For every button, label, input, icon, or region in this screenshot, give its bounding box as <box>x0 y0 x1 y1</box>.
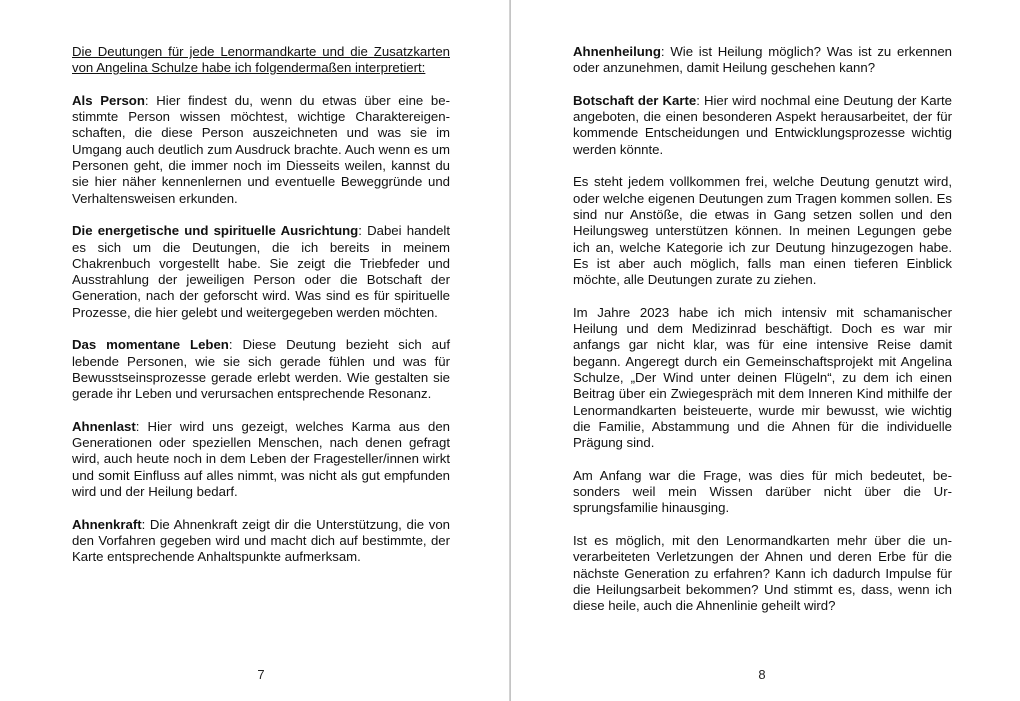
section-text: : Hier findest du, wenn du etwas über eine bestimmte Person wissen möchtest, wichtige Charaktereigenschaften, die diese Person auszeichneten und was sie im Umgang auch deutlich zum Ausdruck brachte. Auch wenn es um Personen geht, die immer noch im Diesseits weilen, kannst du sie hier näher kennenlernen und eventuelle Beweggründe und Verhaltensweisen erkunden. <box>72 92 450 206</box>
section-als-person <box>72 93 450 207</box>
section-text: : Die Ahnenkraft zeigt dir die Unterstützung, die von den Vorfahren gegeben wird und macht dich auf bestimmte, der Karte entsprechende Anhaltspunkte aufmerksam. <box>72 516 450 565</box>
section-term: Botschaft der Karte <box>573 92 697 108</box>
body-paragraph: Es steht jedem vollkommen frei, welche Deutung genutzt wird, oder welche eigenen Deutungen zum Tragen kommen sollen. Es sind nur Anstöße, die etwas in Gang setzen sollen und den Heilungsweg unterstützen können. In meinen Legungen gebe ich an, welche Kategorie ich zur Deutung hinzugezogen habe. Es ist aber auch möglich, falls man einen tieferen Einblick möchte, alle Deutungen zurate zu ziehen. <box>573 174 952 288</box>
body-paragraph: Im Jahre 2023 habe ich mich intensiv mit schamanischer Heilung und dem Medizinrad beschäftigt. Doch es war mir anfangs gar nicht klar, was für eine intensive Reise damit begann. Angeregt durch ein Gemeinschaftsprojekt mit Angelina Schulze, „Der Wind unter deinen Flügeln“, zu dem ich einen Beitrag über ein Zwiegespräch mit dem Inneren Kind mithilfe der Lenormandkarten beisteuerte, wurde mir bewusst, wie wichtig die Familie, Abstammung und die Ahnen für die individuelle Prägung sind. <box>573 304 952 451</box>
section-term: Ahnenlast <box>72 418 136 434</box>
left-page-content <box>72 44 450 582</box>
right-page-content <box>573 44 952 631</box>
section-energetische-ausrichtung <box>72 223 450 321</box>
section-text: : Hier wird uns gezeigt, welches Karma aus den Generationen oder speziellen Menschen, nach denen gefragt wird, auch heute noch in dem Leben der Fragesteller/innen wirkt und somit Einfluss auf alles nimmt, was nicht als gut empfunden wird und der Heilung bedarf. <box>72 418 450 500</box>
section-text: : Diese Deutung bezieht sich auf lebende Personen, wie sie sich gerade fühlen und was für Bewusstseinsprozesse gerade erlebt werden. Wie gestalten sie gerade ihr Leben und verursachen entsprechende Resonanz. <box>72 337 450 402</box>
section-text: : Hier wird nochmal eine Deutung der Karte angeboten, die einen besonderen Aspekt herausarbeitet, der für kommende Entscheidungen und Entwicklungsprozesse wichtig werden könnte. <box>573 92 952 157</box>
section-term: Die energetische und spirituelle Ausrichtung <box>72 223 359 239</box>
section-ahnenlast <box>72 419 450 500</box>
section-term: Das momentane Leben <box>72 337 229 353</box>
section-text: : Dabei handelt es sich um die Deutungen, die ich bereits in meinem Chakrenbuch vorgestellt habe. Sie zeigt die Triebfeder und Ausstrahlung der jeweiligen Person oder die Botschaft der Generation, nach der geforscht wird. Was sind es für spirituelle Prozesse, die hier gelebt und weitergegeben werden möchten. <box>72 223 450 320</box>
section-term: Ahnenheilung <box>573 44 661 59</box>
body-paragraph: Ist es möglich, mit den Lenormandkarten mehr über die unverarbeiteten Verletzungen der Ahnen und deren Erbe für die nächste Generation zu erfahren? Kann ich dadurch Impulse für die Heilungsarbeit bekommen? Und stimmt es, dass, wenn ich diese heile, auch die Ahnenlinie geheilt wird? <box>573 532 952 614</box>
section-ahnenheilung <box>573 44 952 77</box>
section-term: Ahnenkraft <box>72 516 142 532</box>
section-ahnenkraft <box>72 517 450 566</box>
page-number-right: 8 <box>758 667 766 682</box>
left-page <box>0 0 509 701</box>
right-page <box>511 0 1020 701</box>
section-term: Als Person <box>72 92 145 108</box>
section-momentane-leben <box>72 337 450 402</box>
section-botschaft-der-karte <box>573 93 952 158</box>
body-paragraph: Am Anfang war die Frage, was dies für mich bedeutet, besonders weil mein Wissen darüber nicht über die Ursprungsfamilie hinausging. <box>573 467 952 516</box>
intro-paragraph: Die Deutungen für jede Lenormandkarte und die Zusatzkarten von Angelina Schulze habe ich folgendermaßen interpretiert: <box>72 44 450 76</box>
page-number-left: 7 <box>257 667 265 682</box>
section-text: : Wie ist Heilung möglich? Was ist zu erkennen oder anzunehmen, damit Heilung geschehen kann? <box>573 44 952 76</box>
